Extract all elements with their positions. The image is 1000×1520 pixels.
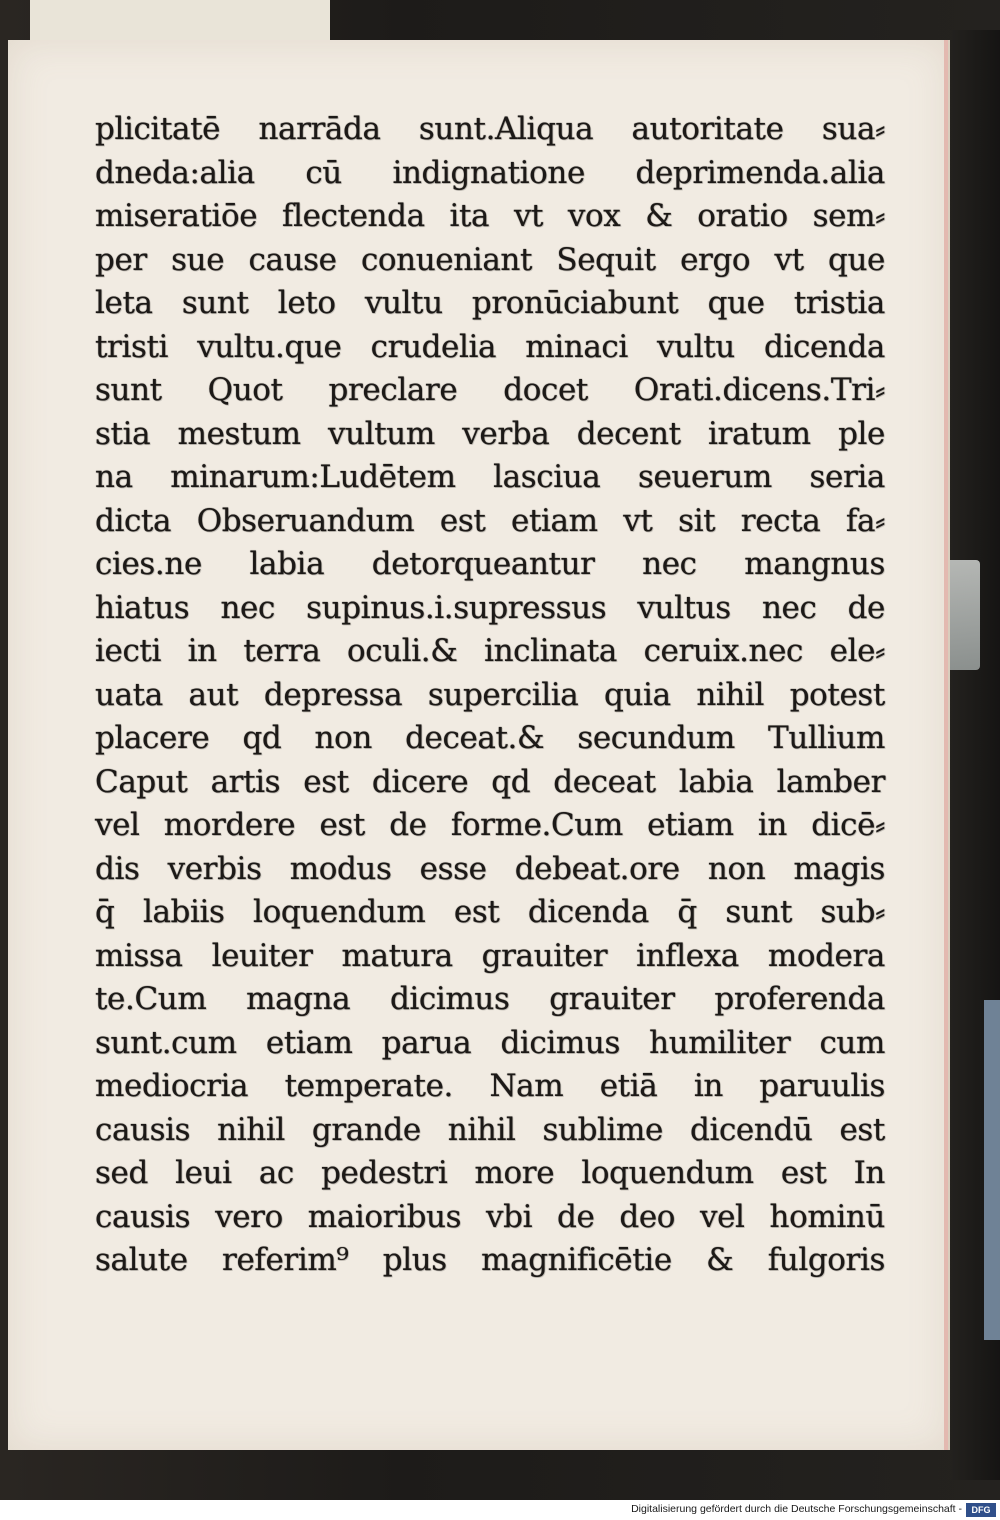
text-line: cies.ne labia detorqueantur nec mangnus [95, 546, 885, 582]
text-line: sed leui ac pedestri more loquendum est In [95, 1155, 885, 1191]
text-line: salute referim⁹ plus magnificētie & fulgoris [95, 1242, 885, 1278]
text-line: Caput artis est dicere qd deceat labia lamber [95, 763, 885, 800]
footer-bar [0, 1500, 1000, 1520]
text-line: stia mestum vultum verba decent iratum ple [95, 415, 885, 452]
text-line: dis verbis modus esse debeat.ore non magis [95, 850, 885, 887]
text-line: hiatus nec supinus.i.supressus vultus nec de [95, 589, 885, 626]
text-line: tristi vultu.que crudelia minaci vultu dicenda [95, 328, 885, 365]
text-block [95, 108, 885, 1283]
text-line: iecti in terra oculi.& inclinata ceruix.nec ele⸗ [95, 633, 885, 669]
text-line: na minarum:Ludētem lasciua seuerum seria [95, 459, 885, 495]
text-line: sunt Quot preclare docet Orati.dicens.Tri⸗ [95, 372, 885, 408]
dfg-logo: DFG [966, 1503, 996, 1517]
text-line: placere qd non deceat.& secundum Tullium [95, 720, 885, 756]
page-edge [944, 40, 948, 1450]
blue-cover-strip [984, 1000, 1000, 1340]
text-line: dneda:alia cū indignatione deprimenda.alia [95, 154, 885, 191]
funding-credit: Digitalisierung gefördert durch die Deutsche Forschungsgemeinschaft - [631, 1503, 962, 1515]
text-line: per sue cause conueniant Sequit ergo vt que [95, 241, 885, 278]
text-line: missa leuiter matura grauiter inflexa modera [95, 937, 885, 974]
text-line: uata aut depressa supercilia quia nihil potest [95, 676, 885, 713]
text-line: causis vero maioribus vbi de deo vel hominū [95, 1198, 885, 1235]
text-line: dicta Obseruandum est etiam vt sit recta fa⸗ [95, 502, 885, 539]
text-line: causis nihil grande nihil sublime dicendū est [95, 1111, 885, 1148]
text-line: vel mordere est de forme.Cum etiam in dicē⸗ [95, 807, 885, 843]
text-line: te.Cum magna dicimus grauiter proferenda [95, 981, 885, 1017]
text-line: sunt.cum etiam parua dicimus humiliter cum [95, 1024, 885, 1061]
text-line: leta sunt leto vultu pronūciabunt que tristia [95, 285, 885, 321]
text-line: miseratiōe flectenda ita vt vox & oratio sem⸗ [95, 198, 885, 234]
text-line: q̄ labiis loquendum est dicenda q̄ sunt sub⸗ [95, 894, 885, 930]
text-line: plicitatē narrāda sunt.Aliqua autoritate sua⸗ [95, 111, 885, 147]
text-line: mediocria temperate. Nam etiā in paruulis [95, 1068, 885, 1104]
